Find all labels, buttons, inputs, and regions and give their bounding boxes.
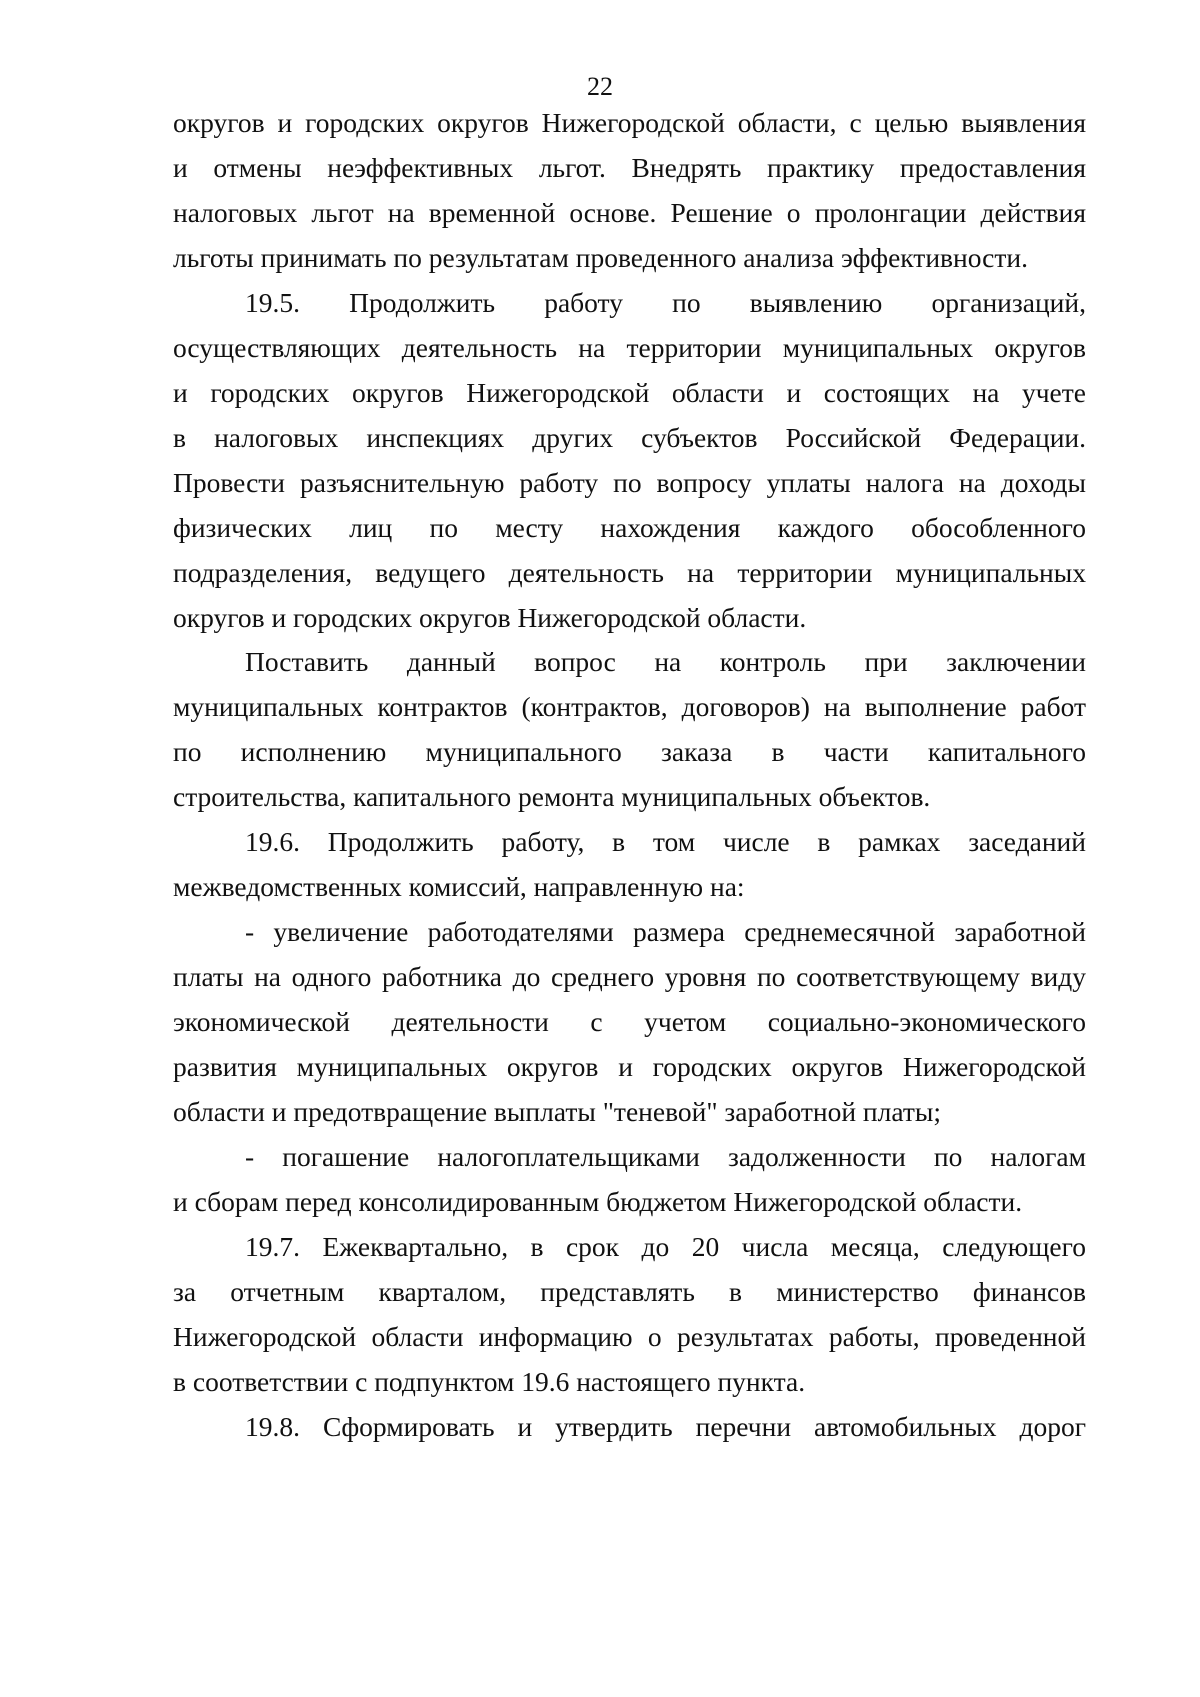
text-line: развития муниципальных округов и городских округов Нижегородской — [173, 1051, 1086, 1082]
text-line: - погашение налогоплательщиками задолженности по налогам — [245, 1140, 1086, 1172]
text-line: Провести разъяснительную работу по вопросу уплаты налога на доходы — [173, 466, 1086, 498]
text-line: экономической деятельности с учетом социально-экономического — [173, 1006, 1086, 1037]
text-line: и городских округов Нижегородской области и состоящих на учете — [173, 376, 1086, 408]
text-line: 19.7. Ежеквартально, в срок до 20 числа месяца, следующего — [245, 1230, 1086, 1262]
text-line: округов и городских округов Нижегородской области. — [173, 601, 807, 633]
text-line: и отмены неэффективных льгот. Внедрять практику предоставления — [173, 151, 1086, 183]
text-line: Поставить данный вопрос на контроль при заключении — [245, 646, 1086, 678]
text-line: налоговых льгот на временной основе. Решение о пролонгации действия — [173, 196, 1086, 228]
text-line: 19.8. Сформировать и утвердить перечни автомобильных дорог — [245, 1410, 1086, 1442]
text-line: округов и городских округов Нижегородской области, с целью выявления — [173, 107, 1086, 138]
text-line: по исполнению муниципального заказа в части капитального — [173, 736, 1086, 768]
text-line: подразделения, ведущего деятельность на территории муниципальных — [173, 556, 1086, 588]
text-line: - увеличение работодателями размера среднемесячной заработной — [245, 916, 1086, 948]
text-line: 19.6. Продолжить работу, в том числе в рамках заседаний — [245, 826, 1086, 858]
text-line: строительства, капитального ремонта муниципальных объектов. — [173, 781, 931, 813]
text-line: и сборам перед консолидированным бюджетом Нижегородской области. — [173, 1185, 1023, 1217]
text-line: за отчетным кварталом, представлять в министерство финансов — [173, 1275, 1086, 1307]
text-line: физических лиц по месту нахождения каждого обособленного — [173, 511, 1086, 543]
text-line: муниципальных контрактов (контрактов, договоров) на выполнение работ — [173, 691, 1086, 723]
text-line: области и предотвращение выплаты "теневой" заработной платы; — [173, 1095, 941, 1127]
text-line: межведомственных комиссий, направленную на: — [173, 871, 745, 903]
text-line: осуществляющих деятельность на территории муниципальных округов — [173, 331, 1086, 363]
text-line: Нижегородской области информацию о результатах работы, проведенной — [173, 1320, 1086, 1352]
text-line: льготы принимать по результатам проведенного анализа эффективности. — [173, 241, 1028, 273]
text-line: в налоговых инспекциях других субъектов Российской Федерации. — [173, 421, 1086, 453]
text-line: 19.5. Продолжить работу по выявлению организаций, — [245, 286, 1086, 318]
text-line: в соответствии с подпунктом 19.6 настоящего пункта. — [173, 1365, 806, 1397]
text-line: платы на одного работника до среднего уровня по соответствующему виду — [173, 961, 1086, 993]
page-number: 22 — [587, 72, 613, 101]
